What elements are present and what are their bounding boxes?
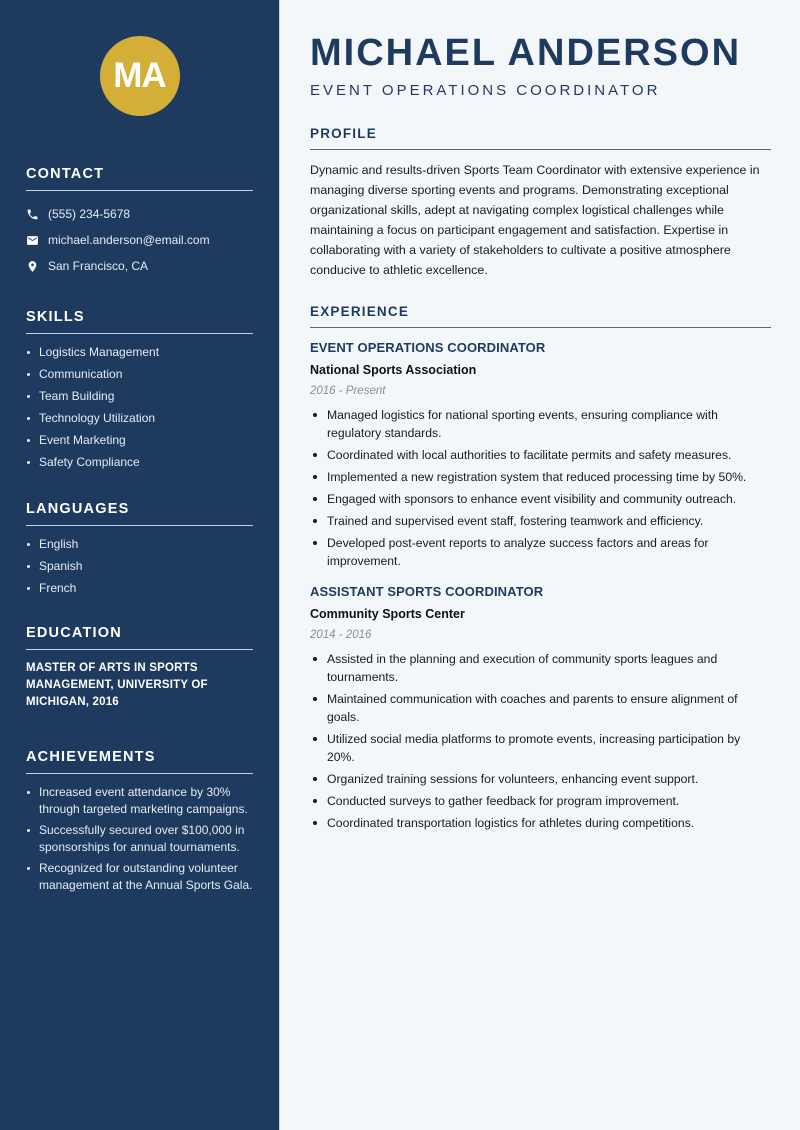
skill-item: Event Marketing: [26, 432, 253, 449]
main-content: [280, 0, 800, 1130]
language-item: Spanish: [26, 558, 253, 575]
job-bullet: Engaged with sponsors to enhance event visibility and community outreach.: [310, 490, 771, 508]
contact-section: [26, 166, 253, 279]
contact-email: [26, 227, 253, 253]
job-title: ASSISTANT SPORTS COORDINATOR: [310, 584, 544, 599]
profile-summary: Dynamic and results-driven Sports Team Coordinator with extensive experience in managing diverse sporting events and programs. Demonstrating exceptional organizational skills, adept at navigating complex logistical challenges while maintaining a focus on participant engagement and satisfaction. Expertise in collaborating with a variety of stakeholders to cultivate a positive atmosphere conducive to athletic excellence.: [310, 163, 760, 277]
achievement-item: Increased event attendance by 30% through targeted marketing campaigns.: [26, 784, 253, 818]
experience-section: [310, 304, 771, 832]
contact-location: [26, 253, 253, 279]
skill-item: Team Building: [26, 388, 253, 405]
languages-heading: LANGUAGES: [26, 501, 253, 526]
avatar: MA: [100, 36, 180, 116]
job-dates: 2014 - 2016: [310, 629, 372, 641]
job-bullets: [310, 406, 771, 570]
education-section: [26, 625, 253, 711]
language-item: French: [26, 580, 253, 597]
profile-section: [310, 126, 771, 280]
job-bullet: Developed post-event reports to analyze success factors and areas for improvement.: [310, 534, 771, 570]
contact-heading: CONTACT: [26, 166, 253, 191]
job-bullet: Coordinated transportation logistics for athletes during competitions.: [310, 814, 771, 832]
job-bullet: Assisted in the planning and execution of community sports leagues and tournaments.: [310, 650, 771, 686]
skills-section: [26, 309, 253, 471]
job-dates: 2016 - Present: [310, 385, 386, 397]
job-bullet: Trained and supervised event staff, fostering teamwork and efficiency.: [310, 512, 771, 530]
education-heading: EDUCATION: [26, 625, 253, 650]
skill-item: Communication: [26, 366, 253, 383]
job-entry: [310, 582, 771, 832]
candidate-title: EVENT OPERATIONS COORDINATOR: [310, 82, 661, 99]
job-bullets: [310, 650, 771, 832]
job-entry: [310, 338, 771, 570]
contact-phone: [26, 201, 253, 227]
skill-item: Logistics Management: [26, 344, 253, 361]
achievements-section: [26, 749, 253, 894]
job-bullet: Implemented a new registration system that reduced processing time by 50%.: [310, 468, 771, 486]
achievements-list: [26, 784, 253, 894]
job-bullet: Organized training sessions for volunteers, enhancing event support.: [310, 770, 771, 788]
education-entry: MASTER OF ARTS IN SPORTS MANAGEMENT, UNIVERSITY OF MICHIGAN, 2016: [26, 662, 208, 708]
avatar-wrapper: [26, 36, 253, 116]
job-bullet: Conducted surveys to gather feedback for program improvement.: [310, 792, 771, 810]
job-title: EVENT OPERATIONS COORDINATOR: [310, 340, 546, 355]
skills-heading: SKILLS: [26, 309, 253, 334]
experience-heading: EXPERIENCE: [310, 304, 771, 328]
job-bullet: Utilized social media platforms to promote events, increasing participation by 20%.: [310, 730, 771, 766]
achievement-item: Successfully secured over $100,000 in sponsorships for annual tournaments.: [26, 822, 253, 856]
email-icon: [26, 234, 48, 247]
contact-location-text: San Francisco, CA: [48, 259, 149, 273]
languages-list: [26, 536, 253, 597]
location-pin-icon: [26, 260, 48, 273]
profile-heading: PROFILE: [310, 126, 771, 150]
contact-email-text[interactable]: michael.anderson@email.com: [48, 233, 210, 247]
languages-section: [26, 501, 253, 597]
achievements-heading: ACHIEVEMENTS: [26, 749, 253, 774]
candidate-name: MICHAEL ANDERSON: [310, 32, 742, 74]
job-company: Community Sports Center: [310, 607, 465, 621]
contact-phone-text: (555) 234-5678: [48, 207, 131, 221]
skill-item: Technology Utilization: [26, 410, 253, 427]
language-item: English: [26, 536, 253, 553]
job-bullet: Maintained communication with coaches and parents to ensure alignment of goals.: [310, 690, 771, 726]
sidebar: [0, 0, 280, 1130]
skill-item: Safety Compliance: [26, 454, 253, 471]
phone-icon: [26, 208, 48, 221]
achievement-item: Recognized for outstanding volunteer management at the Annual Sports Gala.: [26, 860, 253, 894]
job-bullet: Managed logistics for national sporting events, ensuring compliance with regulatory standards.: [310, 406, 771, 442]
job-company: National Sports Association: [310, 363, 477, 377]
skills-list: [26, 344, 253, 471]
job-bullet: Coordinated with local authorities to facilitate permits and safety measures.: [310, 446, 771, 464]
